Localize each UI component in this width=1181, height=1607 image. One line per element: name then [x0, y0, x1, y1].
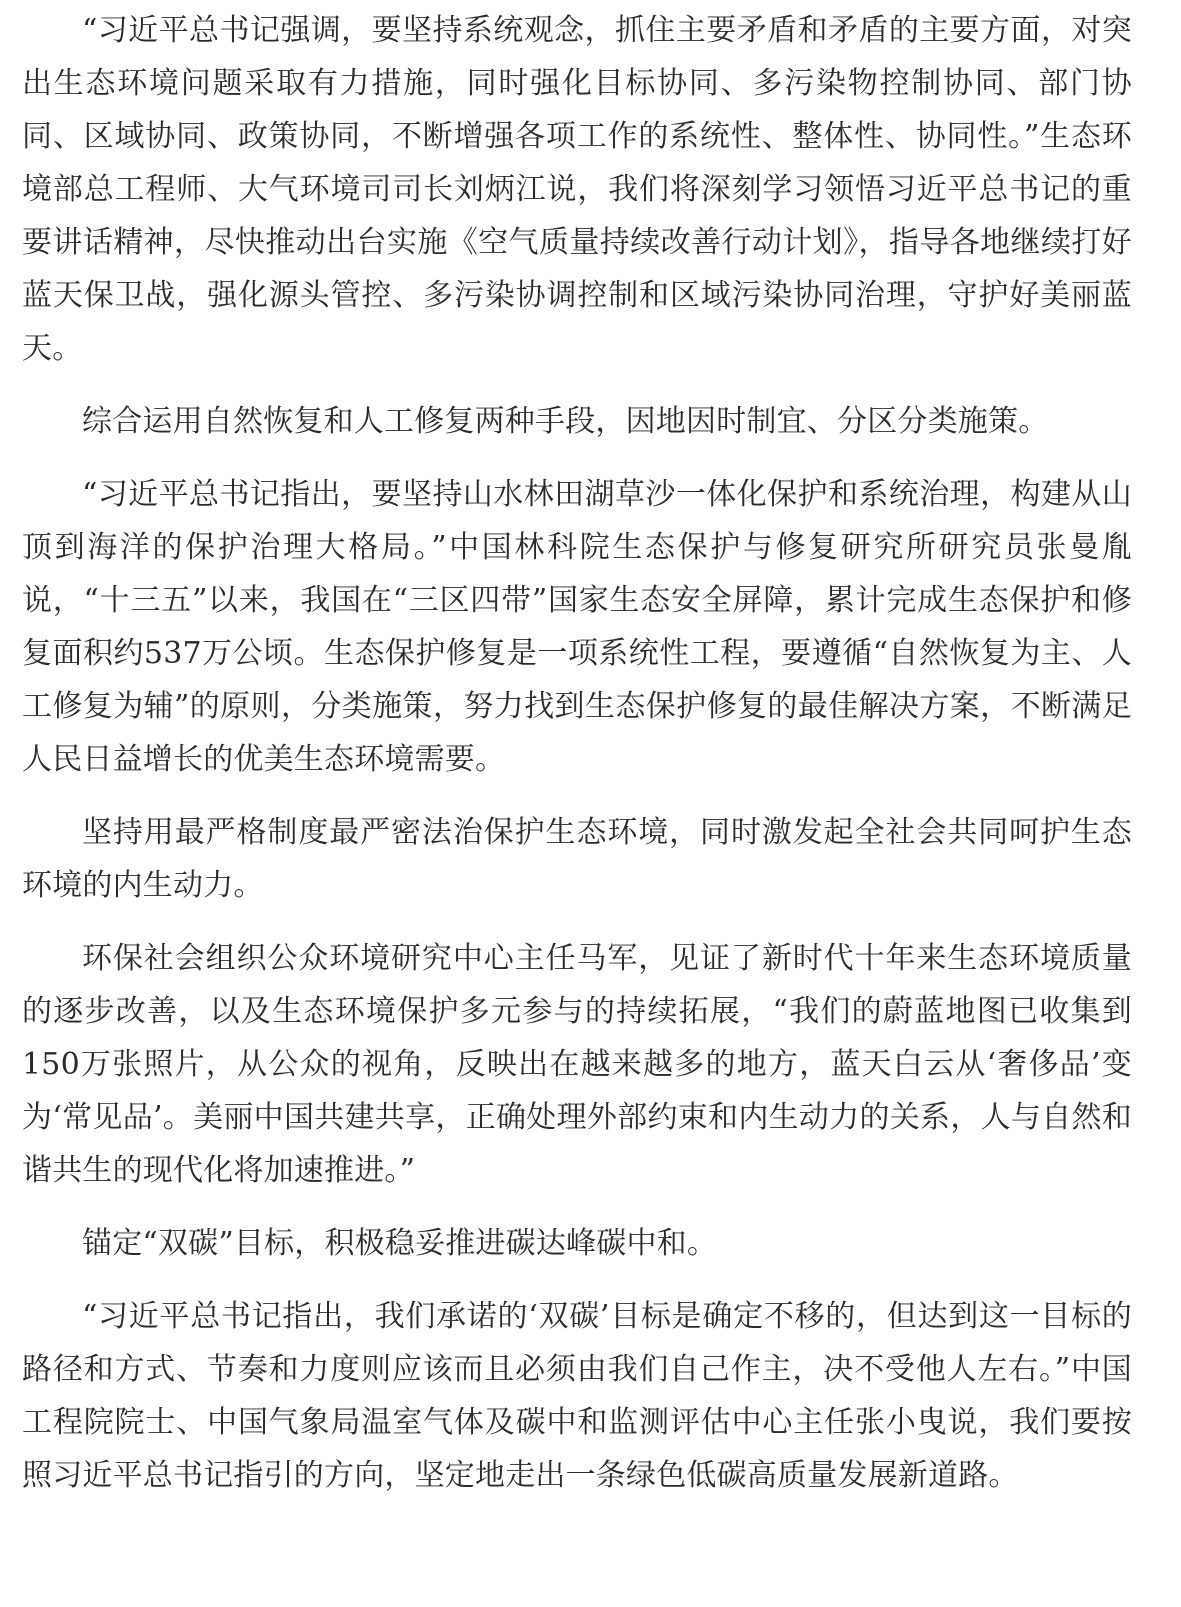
paragraph-dual-carbon-lead: 锚定“双碳”目标，积极稳妥推进碳达峰碳中和。 — [82, 1226, 718, 1261]
paragraph-pollution-control: “习近平总书记强调，要坚持系统观念，抓住主要矛盾和矛盾的主要方面，对突出生态环境问题采取有力措施，同时强化目标协同、多污染物控制协同、部门协同、区域协同、政策协同，不断增强各项工作的系统性、整体性、协同性。”生态环境部总工程师、大气环境司司长刘炳江说，我们将深刻学习领悟习近平总书记的重要讲话精神，尽快推动出台实施《空气质量持续改善行动计划》，指导各地继续打好蓝天保卫战，强化源头管控、多污染协调控制和区域污染协同治理，守护好美丽蓝天。 — [22, 13, 1132, 366]
paragraph-rule-of-law-lead: 坚持用最严格制度最严密法治保护生态环境，同时激发起全社会共同呵护生态环境的内生动力。 — [22, 815, 1132, 903]
paragraph-dual-carbon: “习近平总书记指出，我们承诺的‘双碳’目标是确定不移的，但达到这一目标的路径和方式、节奏和力度则应该而且必须由我们自己作主，决不受他人左右。”中国工程院院士、中国气象局温室气体及碳中和监测评估中心主任张小曳说，我们要按照习近平总书记指引的方向，坚定地走出一条绿色低碳高质量发展新道路。 — [22, 1299, 1132, 1493]
paragraph-public-participation: 环保社会组织公众环境研究中心主任马军，见证了新时代十年来生态环境质量的逐步改善，以及生态环境保护多元参与的持续拓展，“我们的蔚蓝地图已收集到150万张照片，从公众的视角，反映出在越来越多的地方，蓝天白云从‘奢侈品’变为‘常见品’。美丽中国共建共享，正确处理外部约束和内生动力的关系，人与自然和谐共生的现代化将加速推进。” — [22, 941, 1132, 1188]
paragraph-ecological-restoration: “习近平总书记指出，要坚持山水林田湖草沙一体化保护和系统治理，构建从山顶到海洋的保护治理大格局。”中国林科院生态保护与修复研究所研究员张曼胤说，“十三五”以来，我国在“三区四带”国家生态安全屏障，累计完成生态保护和修复面积约537万公顷。生态保护修复是一项系统性工程，要遵循“自然恢复为主、人工修复为辅”的原则，分类施策，努力找到生态保护修复的最佳解决方案，不断满足人民日益增长的优美生态环境需要。 — [22, 477, 1132, 777]
paragraph-restoration-lead: 综合运用自然恢复和人工修复两种手段，因地因时制宜、分区分类施策。 — [82, 404, 1049, 439]
article-body — [22, 4, 1132, 1502]
